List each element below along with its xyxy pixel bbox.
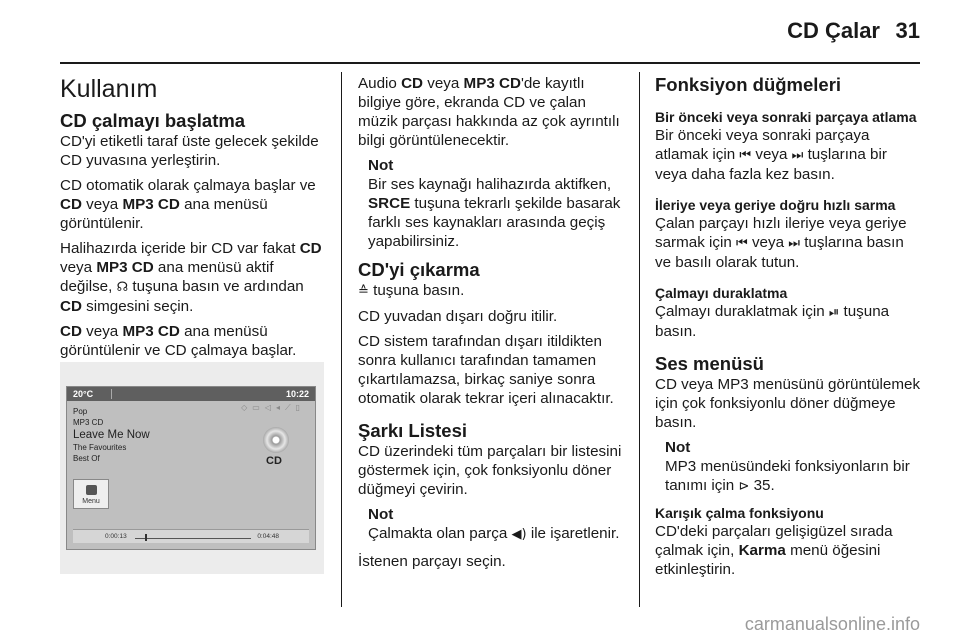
paragraph: Bir önceki veya sonraki parçaya atlamak için ⏮ veya ⏭ tuşlarına bir veya daha fazla kez basın. xyxy=(655,127,887,183)
subsection-heading: CD'yi çıkarma xyxy=(358,259,480,280)
column-divider xyxy=(341,72,342,607)
cd-label: CD xyxy=(266,455,282,467)
temperature: 20°C xyxy=(73,389,94,399)
topic-heading: Bir önceki veya sonraki parçaya atlama xyxy=(655,109,917,125)
page-header xyxy=(0,0,960,64)
list-item: Leave Me Now xyxy=(73,429,150,441)
paragraph: CD'yi etiketli taraf üste gelecek şekilde CD yuvasına yerleştirin. xyxy=(60,133,319,169)
next-track-icon: ⏭ xyxy=(788,236,800,251)
list-item: The Favourites xyxy=(73,443,127,452)
paragraph: CD'deki parçaları gelişigüzel sırada çalmak için, Karma menü öğesini etkinleştirin. xyxy=(655,523,893,578)
topic-heading: Karışık çalma fonksiyonu xyxy=(655,505,824,521)
paragraph: CD üzerindeki tüm parçaları bir listesini göstermek için, çok fonksiyonlu döner düğmeyi çevirin. xyxy=(358,443,622,498)
track-info-list xyxy=(73,406,150,464)
status-bar xyxy=(67,387,315,401)
column-divider xyxy=(639,72,640,607)
note: Not Çalmakta olan parça ◀) ile işaretlenir. xyxy=(368,506,620,542)
page-reference-icon: ⊳ xyxy=(738,479,750,494)
previous-track-icon: ⏮ xyxy=(736,236,748,251)
menu-button: Menu xyxy=(73,479,109,509)
elapsed-time: 0:00:13 xyxy=(105,533,127,540)
subsection-heading: CD çalmayı başlatma xyxy=(60,110,246,131)
paragraph: Çalan parçayı hızlı ileriye veya geriye sarmak için ⏮ veya ⏭ tuşlarına basın ve basılı olarak tutun. xyxy=(655,215,907,271)
paragraph: CD otomatik olarak çalmaya başlar ve CD veya MP3 CD ana menüsü görüntülenir. xyxy=(60,177,316,232)
chapter-title: CD Çalar xyxy=(787,18,880,43)
paragraph: CD sistem tarafından dışarı itildikten sonra kullanıcı tarafından tamamen çıkartılamazsa, birkaç saniye sonra otomatik olarak tekrar içeri alınacaktır. xyxy=(358,333,614,407)
progress-bar xyxy=(73,529,309,543)
cd-disc-icon xyxy=(263,427,289,453)
display-screen xyxy=(66,386,316,550)
subsection-heading: Ses menüsü xyxy=(655,353,764,374)
watermark: carmanualsonline.info xyxy=(744,614,920,634)
paragraph: ≙ tuşuna basın. xyxy=(358,282,465,299)
paragraph: Audio CD veya MP3 CD'de kayıtlı bilgiye göre, ekranda CD ve çalan müzik parçası hakkında az çok ayrıntılı bilgi görüntülenecektir. xyxy=(358,75,620,149)
paragraph: CD veya MP3 menüsünü görüntülemek için çok fonksiyonlu döner düğmeye basın. xyxy=(655,376,921,431)
section-heading: Kullanım xyxy=(60,75,158,103)
column-3 xyxy=(655,74,923,585)
cd-menu-screenshot xyxy=(60,362,324,574)
play-pause-icon: ⏯ xyxy=(828,305,840,320)
topic-heading: Çalmayı duraklatma xyxy=(655,285,788,301)
next-track-icon: ⏭ xyxy=(791,148,804,163)
list-item: Best Of xyxy=(73,454,100,463)
clock: 10:22 xyxy=(285,389,309,399)
paragraph: Çalmayı duraklatmak için ⏯ tuşuna basın. xyxy=(655,303,890,340)
list-item: Pop xyxy=(73,407,88,416)
speaker-icon: ◀) xyxy=(511,527,527,542)
header-rule xyxy=(60,62,920,64)
paragraph: CD veya MP3 CD ana menüsü görüntülenir ve CD çalmaya başlar. xyxy=(60,323,297,359)
page-number: 31 xyxy=(895,18,920,43)
column-1 xyxy=(60,72,328,366)
topic-heading: İleriye veya geriye doğru hızlı sarma xyxy=(655,197,896,213)
note: Not MP3 menüsündeki fonksiyonların bir tanımı için ⊳ 35. xyxy=(665,439,910,494)
subsection-heading: Şarkı Listesi xyxy=(358,420,468,441)
paragraph: CD yuvadan dışarı doğru itilir. xyxy=(358,308,558,325)
paragraph: İstenen parçayı seçin. xyxy=(358,553,506,570)
home-icon: ☊ xyxy=(116,280,129,295)
total-time: 0:04:48 xyxy=(257,533,279,540)
column-2 xyxy=(358,74,622,577)
status-icons: ◇▭◁◂⟋▯ xyxy=(241,403,305,412)
list-item: MP3 CD xyxy=(73,418,104,427)
menu-icon xyxy=(86,485,97,495)
eject-icon: ≙ xyxy=(358,284,369,299)
note: Not Bir ses kaynağı halihazırda aktifken, SRCE tuşuna tekrarlı şekilde basarak farklı ses kaynakları arasında geçiş yapabilirsiniz. xyxy=(368,157,621,250)
subsection-heading: Fonksiyon düğmeleri xyxy=(655,74,842,95)
previous-track-icon: ⏮ xyxy=(739,148,752,163)
paragraph: Halihazırda içeride bir CD var fakat CD veya MP3 CD ana menüsü aktif değilse, ☊ tuşuna basın ve ardından CD simgesini seçin. xyxy=(60,240,322,315)
